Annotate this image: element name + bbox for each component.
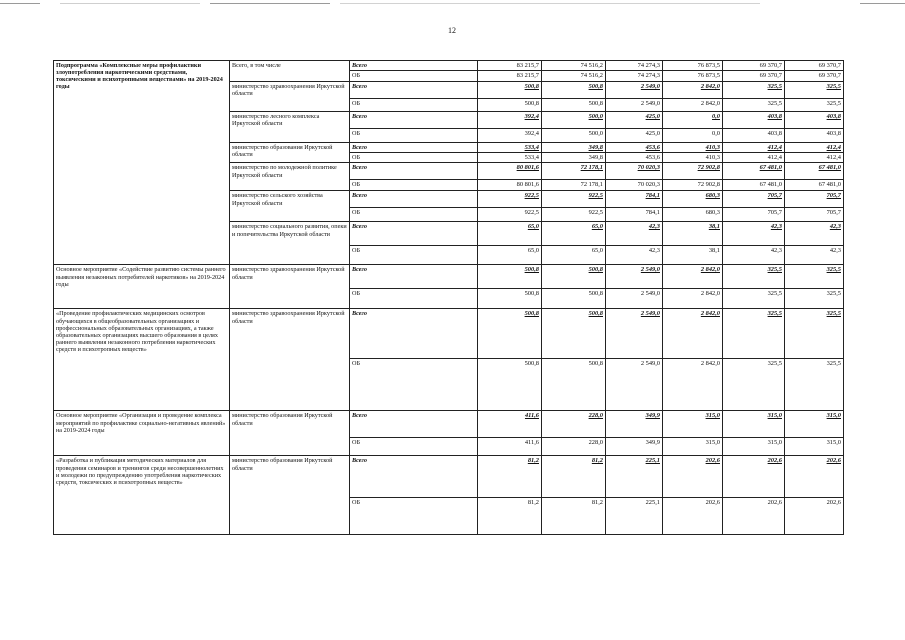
value-total-cell: 500,8 xyxy=(542,309,606,359)
value-ob-cell: 325,5 xyxy=(785,359,844,411)
value-ob-cell: 83 215,7 xyxy=(478,71,542,81)
value-ob-cell: 42,3 xyxy=(723,246,785,265)
scan-artifact-line xyxy=(0,3,40,4)
value-total-cell: 500,8 xyxy=(542,81,606,98)
value-ob-cell: 500,8 xyxy=(542,98,606,111)
value-total-cell: 325,5 xyxy=(785,81,844,98)
value-total-cell: 315,0 xyxy=(663,411,723,438)
value-total-cell: 325,5 xyxy=(723,309,785,359)
value-ob-cell: 74 274,3 xyxy=(606,71,663,81)
value-ob-cell: 403,8 xyxy=(785,128,844,142)
value-ob-cell: 2 549,0 xyxy=(606,289,663,309)
table-row xyxy=(54,456,844,498)
funding-source-total: Всего xyxy=(350,61,478,71)
value-ob-cell: 325,5 xyxy=(785,98,844,111)
value-total-cell: 74 274,3 xyxy=(606,61,663,71)
value-total-cell: 38,1 xyxy=(663,222,723,246)
value-total-cell: 411,6 xyxy=(478,411,542,438)
value-total-cell: 70 020,3 xyxy=(606,163,663,180)
executor-cell: министерство образования Иркутской области xyxy=(230,456,350,535)
value-total-cell: 533,4 xyxy=(478,142,542,152)
funding-source-ob: ОБ xyxy=(350,128,478,142)
value-ob-cell: 2 549,0 xyxy=(606,359,663,411)
executor-cell: министерство образования Иркутской области xyxy=(230,411,350,456)
executor-cell: министерство здравоохранения Иркутской области xyxy=(230,309,350,411)
value-ob-cell: 922,5 xyxy=(478,208,542,222)
value-ob-cell: 38,1 xyxy=(663,246,723,265)
value-ob-cell: 922,5 xyxy=(542,208,606,222)
value-ob-cell: 67 481,0 xyxy=(723,180,785,191)
value-ob-cell: 81,2 xyxy=(478,498,542,535)
value-ob-cell: 500,8 xyxy=(542,359,606,411)
value-total-cell: 69 370,7 xyxy=(785,61,844,71)
value-total-cell: 410,3 xyxy=(663,142,723,152)
value-total-cell: 315,0 xyxy=(723,411,785,438)
program-cell: «Разработка и публикация методических материалов для проведения семинаров и тренингов среди несовершеннолетних и молодежи по предупреждению употребления наркотических средств, токсических и психотропных веществ» xyxy=(54,456,230,535)
funding-source-total: Всего xyxy=(350,222,478,246)
executor-cell: министерство образования Иркутской области xyxy=(230,142,350,163)
value-ob-cell: 225,1 xyxy=(606,498,663,535)
funding-source-ob: ОБ xyxy=(350,359,478,411)
value-ob-cell: 228,0 xyxy=(542,438,606,456)
funding-source-ob: ОБ xyxy=(350,153,478,163)
value-total-cell: 69 370,7 xyxy=(723,61,785,71)
program-cell: Подпрограмма «Комплексные меры профилактики злоупотребления наркотическими средствами, токсическими и психотропными веществами» на 2019-2024 годы xyxy=(54,61,230,265)
value-total-cell: 412,4 xyxy=(723,142,785,152)
value-total-cell: 80 801,6 xyxy=(478,163,542,180)
table-row xyxy=(54,309,844,359)
value-ob-cell: 67 481,0 xyxy=(785,180,844,191)
value-total-cell: 2 842,0 xyxy=(663,81,723,98)
program-cell: Основное мероприятие «Организация и проведение комплекса мероприятий по профилактике социально-негативных явлений» на 2019-2024 годы xyxy=(54,411,230,456)
value-ob-cell: 202,6 xyxy=(663,498,723,535)
funding-source-ob: ОБ xyxy=(350,289,478,309)
value-ob-cell: 500,8 xyxy=(542,289,606,309)
value-ob-cell: 705,7 xyxy=(785,208,844,222)
value-total-cell: 680,3 xyxy=(663,191,723,208)
value-ob-cell: 2 842,0 xyxy=(663,359,723,411)
value-total-cell: 453,6 xyxy=(606,142,663,152)
funding-source-total: Всего xyxy=(350,142,478,152)
value-total-cell: 2 549,0 xyxy=(606,309,663,359)
value-ob-cell: 412,4 xyxy=(723,153,785,163)
scan-artifact-line xyxy=(210,3,330,4)
budget-table xyxy=(53,60,844,535)
executor-cell: министерство здравоохранения Иркутской области xyxy=(230,265,350,309)
value-total-cell: 2 549,0 xyxy=(606,81,663,98)
value-total-cell: 500,8 xyxy=(478,81,542,98)
value-total-cell: 349,8 xyxy=(542,142,606,152)
value-total-cell: 83 215,7 xyxy=(478,61,542,71)
value-total-cell: 202,6 xyxy=(663,456,723,498)
funding-source-total: Всего xyxy=(350,81,478,98)
value-ob-cell: 784,1 xyxy=(606,208,663,222)
value-total-cell: 67 481,0 xyxy=(723,163,785,180)
value-total-cell: 500,0 xyxy=(542,111,606,128)
value-total-cell: 784,1 xyxy=(606,191,663,208)
funding-source-ob: ОБ xyxy=(350,98,478,111)
value-ob-cell: 500,0 xyxy=(542,128,606,142)
value-ob-cell: 500,8 xyxy=(478,289,542,309)
funding-source-ob: ОБ xyxy=(350,498,478,535)
table-row xyxy=(54,61,844,71)
value-total-cell: 74 516,2 xyxy=(542,61,606,71)
value-total-cell: 72 178,1 xyxy=(542,163,606,180)
value-total-cell: 76 873,5 xyxy=(663,61,723,71)
funding-source-total: Всего xyxy=(350,191,478,208)
value-ob-cell: 349,9 xyxy=(606,438,663,456)
value-ob-cell: 80 801,6 xyxy=(478,180,542,191)
value-total-cell: 67 481,0 xyxy=(785,163,844,180)
value-ob-cell: 315,0 xyxy=(785,438,844,456)
value-ob-cell: 69 370,7 xyxy=(723,71,785,81)
value-ob-cell: 315,0 xyxy=(723,438,785,456)
executor-cell: министерство сельского хозяйства Иркутской области xyxy=(230,191,350,222)
value-ob-cell: 349,8 xyxy=(542,153,606,163)
funding-source-total: Всего xyxy=(350,163,478,180)
value-total-cell: 403,8 xyxy=(785,111,844,128)
program-cell: «Проведение профилактических медицинских осмотров обучающихся в общеобразовательных организациях и профессиональных образовательных организациях, а также образовательных организациях высшего образования в целях раннего выявления незаконного потребления наркотических средств и психотропных веществ» xyxy=(54,309,230,411)
value-ob-cell: 325,5 xyxy=(723,98,785,111)
funding-source-ob: ОБ xyxy=(350,71,478,81)
value-ob-cell: 76 873,5 xyxy=(663,71,723,81)
value-ob-cell: 81,2 xyxy=(542,498,606,535)
value-total-cell: 2 842,0 xyxy=(663,309,723,359)
value-total-cell: 42,3 xyxy=(785,222,844,246)
value-ob-cell: 412,4 xyxy=(785,153,844,163)
executor-cell: министерство здравоохранения Иркутской области xyxy=(230,81,350,111)
value-total-cell: 500,8 xyxy=(478,265,542,289)
value-total-cell: 705,7 xyxy=(785,191,844,208)
value-total-cell: 349,9 xyxy=(606,411,663,438)
value-ob-cell: 325,5 xyxy=(723,359,785,411)
value-total-cell: 403,8 xyxy=(723,111,785,128)
table-row xyxy=(54,265,844,289)
value-total-cell: 228,0 xyxy=(542,411,606,438)
value-total-cell: 325,5 xyxy=(785,265,844,289)
value-ob-cell: 705,7 xyxy=(723,208,785,222)
value-ob-cell: 42,3 xyxy=(785,246,844,265)
value-total-cell: 325,5 xyxy=(723,81,785,98)
scan-artifact-line xyxy=(60,3,200,4)
value-ob-cell: 680,3 xyxy=(663,208,723,222)
funding-source-total: Всего xyxy=(350,411,478,438)
value-ob-cell: 0,0 xyxy=(663,128,723,142)
value-total-cell: 922,5 xyxy=(542,191,606,208)
value-total-cell: 0,0 xyxy=(663,111,723,128)
value-ob-cell: 2 842,0 xyxy=(663,289,723,309)
value-total-cell: 42,3 xyxy=(723,222,785,246)
scan-artifact-line xyxy=(860,3,905,4)
value-ob-cell: 410,3 xyxy=(663,153,723,163)
funding-source-ob: ОБ xyxy=(350,246,478,265)
value-total-cell: 500,8 xyxy=(542,265,606,289)
value-total-cell: 392,4 xyxy=(478,111,542,128)
value-total-cell: 202,6 xyxy=(723,456,785,498)
value-ob-cell: 425,0 xyxy=(606,128,663,142)
executor-cell: министерство лесного комплекса Иркутской области xyxy=(230,111,350,142)
value-total-cell: 500,8 xyxy=(478,309,542,359)
value-total-cell: 2 549,0 xyxy=(606,265,663,289)
funding-source-ob: ОБ xyxy=(350,180,478,191)
value-total-cell: 42,3 xyxy=(606,222,663,246)
value-ob-cell: 72 902,8 xyxy=(663,180,723,191)
funding-source-ob: ОБ xyxy=(350,208,478,222)
value-total-cell: 2 842,0 xyxy=(663,265,723,289)
value-ob-cell: 500,8 xyxy=(478,359,542,411)
funding-source-total: Всего xyxy=(350,456,478,498)
value-total-cell: 225,1 xyxy=(606,456,663,498)
value-ob-cell: 453,6 xyxy=(606,153,663,163)
executor-cell: Всего, в том числе xyxy=(230,61,350,82)
value-ob-cell: 202,6 xyxy=(785,498,844,535)
value-ob-cell: 70 020,3 xyxy=(606,180,663,191)
value-total-cell: 81,2 xyxy=(542,456,606,498)
value-ob-cell: 42,3 xyxy=(606,246,663,265)
value-ob-cell: 72 178,1 xyxy=(542,180,606,191)
funding-source-total: Всего xyxy=(350,111,478,128)
executor-cell: министерство социального развития, опеки и попечительства Иркутской области xyxy=(230,222,350,265)
value-ob-cell: 411,6 xyxy=(478,438,542,456)
value-ob-cell: 533,4 xyxy=(478,153,542,163)
scan-artifact-line xyxy=(340,3,760,4)
value-ob-cell: 202,6 xyxy=(723,498,785,535)
value-total-cell: 81,2 xyxy=(478,456,542,498)
value-ob-cell: 2 842,0 xyxy=(663,98,723,111)
value-total-cell: 65,0 xyxy=(542,222,606,246)
value-ob-cell: 500,8 xyxy=(478,98,542,111)
value-total-cell: 705,7 xyxy=(723,191,785,208)
value-ob-cell: 325,5 xyxy=(785,289,844,309)
value-total-cell: 922,5 xyxy=(478,191,542,208)
value-ob-cell: 392,4 xyxy=(478,128,542,142)
table-row xyxy=(54,411,844,438)
page-number: 12 xyxy=(448,26,456,35)
value-ob-cell: 65,0 xyxy=(542,246,606,265)
value-total-cell: 65,0 xyxy=(478,222,542,246)
executor-cell: министерство по молодежной политике Иркутской области xyxy=(230,163,350,191)
value-ob-cell: 69 370,7 xyxy=(785,71,844,81)
value-ob-cell: 65,0 xyxy=(478,246,542,265)
value-ob-cell: 2 549,0 xyxy=(606,98,663,111)
value-total-cell: 202,6 xyxy=(785,456,844,498)
funding-source-total: Всего xyxy=(350,309,478,359)
value-total-cell: 72 902,8 xyxy=(663,163,723,180)
program-cell: Основное мероприятие «Содействие развитию системы раннего выявления незаконных потребителей наркотиков» на 2019-2024 годы xyxy=(54,265,230,309)
value-total-cell: 425,0 xyxy=(606,111,663,128)
funding-source-total: Всего xyxy=(350,265,478,289)
value-total-cell: 325,5 xyxy=(785,309,844,359)
value-ob-cell: 403,8 xyxy=(723,128,785,142)
value-total-cell: 325,5 xyxy=(723,265,785,289)
funding-source-ob: ОБ xyxy=(350,438,478,456)
value-ob-cell: 74 516,2 xyxy=(542,71,606,81)
value-ob-cell: 325,5 xyxy=(723,289,785,309)
value-total-cell: 412,4 xyxy=(785,142,844,152)
value-total-cell: 315,0 xyxy=(785,411,844,438)
value-ob-cell: 315,0 xyxy=(663,438,723,456)
